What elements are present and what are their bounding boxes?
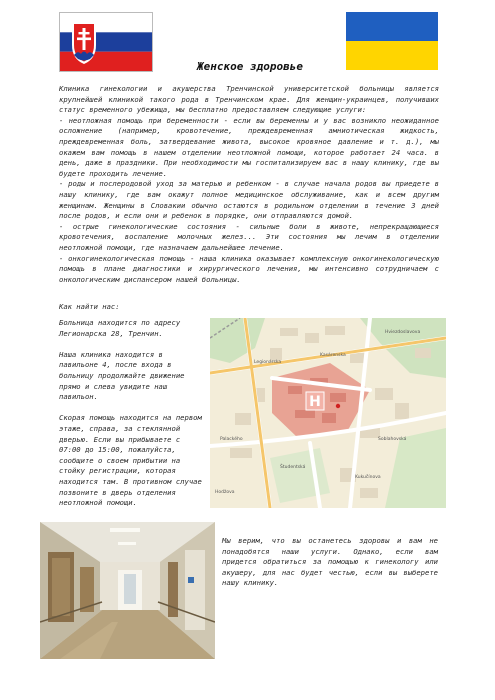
directions-address: Больница находится по адресу Легионарска 28, Тренчин. (59, 318, 181, 338)
street-label: Soblahovská (378, 437, 407, 442)
service-acute-gynecology: - острые гинекологические состояния - сильные боли в животе, непрекращающиеся кровотечения, воспаление молочных желез... Эти состояния мы лечим в отделении неотложной помощи, где назначаем дальнейшее лечение. (59, 221, 439, 252)
ukrainian-flag-image (346, 12, 438, 70)
location-map (210, 318, 446, 508)
street-label: Palackého (220, 437, 243, 442)
directions-pavilion: Наша клиника находится в павильоне 4, после входа в больницу продолжайте движение прямо и слева увидите наш павильон. (59, 349, 185, 402)
location-pin-icon (336, 404, 340, 408)
street-label: Kasárenska (320, 353, 346, 358)
street-label: Študentská (280, 465, 306, 470)
how-to-find-heading: Как найти нас: (59, 302, 120, 311)
hospital-marker-icon (306, 392, 324, 410)
street-label: Hviezdoslavova (385, 330, 421, 335)
page-title: Женское здоровье (197, 60, 303, 73)
directions-emergency: Скорая помощь находится на первом этаже, справа, за стеклянной дверью. Если вы прибываете с 07:00 до 15:00, пожалуйста, сообщите о своем прибытии на стойку регистрации, которая находится там. В противном случае позвоните в дверь отделения неотложной помощи. (59, 413, 202, 508)
intro-paragraph: Клиника гинекологии и акушерства Тренчинской университетской больницы является крупнейшей клиникой такого рода в Тренчинском крае. Для женщин-украинцев, получивших статус временного убежища, мы бесплатно предоставляем следующие услуги: (59, 84, 439, 115)
slovak-flag-image (59, 12, 153, 72)
svg-text:H: H (309, 394, 321, 410)
intro-text (59, 84, 439, 285)
closing-text: Мы верим, что вы останетесь здоровы и вам не понадобятся наши услуги. Однако, если вам придется обратиться за помощью к гинекологу или акушеру, для нас будет честью, если вы выберете нашу клинику. (222, 536, 438, 588)
service-oncogynecology: - онкогинекологическая помощь - наша клиника оказывает комплексную онкогинекологическую помощь в плане диагностики и хирургического лечения, мы интенсивно сотрудничаем с онкологическим диспансером нашей больницы. (59, 253, 439, 284)
hospital-corridor-photo (40, 522, 215, 659)
street-label: Legionárska (254, 360, 282, 365)
street-label: Hodžova (215, 490, 235, 495)
directions-text (59, 318, 204, 519)
service-emergency-pregnancy: - неотложная помощь при беременности - если вы беременны и у вас возникло неожиданное осложнение (например, кровотечение, преждевременная амниотическая жидкость, преждевременная боль, затвердевание живота, высокое кровяное давление и т. д.), мы окажем вам помощь в нашем отделении неотложной помощи, которое работает 24 часа. в день, даже в праздники. При необходимости мы госпитализируем вас в нашу клинику, где вы будете проходить лечение. (59, 115, 439, 178)
service-childbirth: - роды и послеродовой уход за матерью и ребенком - в случае начала родов вы приедете в нашу клинику, где вам окажут полное медицинское обслуживание, как и всем другим женщинам. Женщины в Словакии обычно остаются в родильном отделении в течение 3 дней после родов, и если они и ребенок в порядке, они отправляются домой. (59, 179, 439, 221)
street-label: Kukučínova (355, 475, 381, 480)
